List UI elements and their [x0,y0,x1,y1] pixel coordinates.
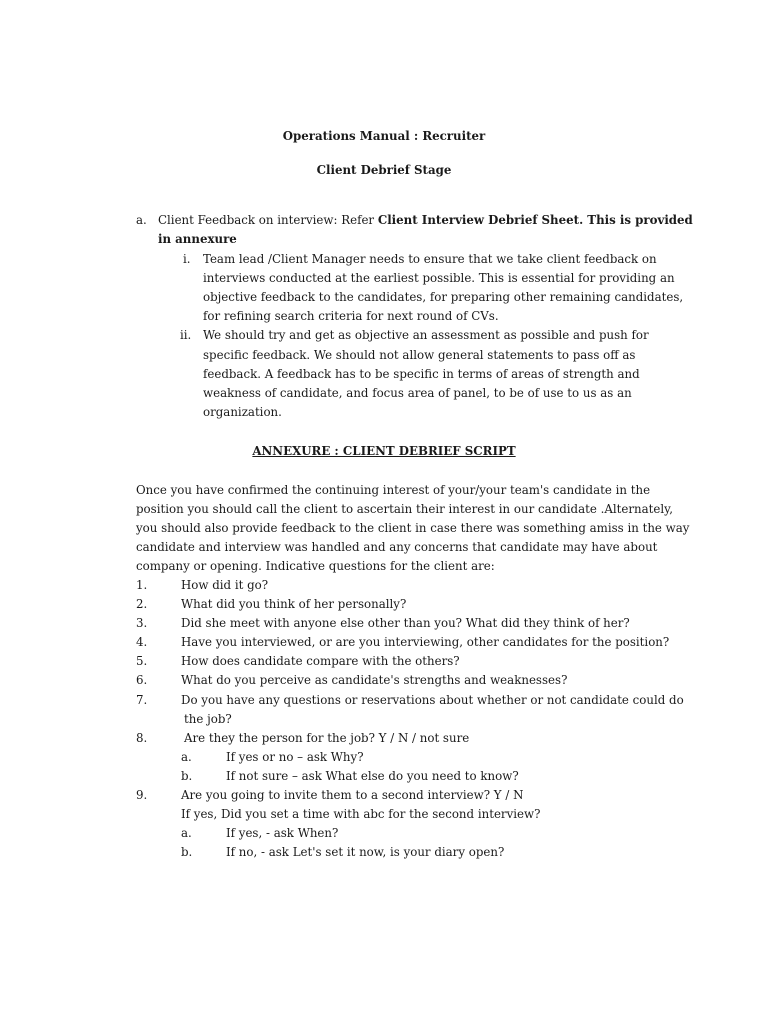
sub-item-ii-line: weakness of candidate, and focus area of panel, to be of use to us as an [203,386,632,400]
annexure-title: ANNEXURE : CLIENT DEBRIEF SCRIPT [252,444,516,458]
intro-line: position you should call the client to ascertain their interest in our candidate .Alternately, [136,502,673,516]
section-a-prefix: Client Feedback on interview: Refer [158,213,378,227]
sub-item-i-marker: i. [183,252,191,266]
sub-item-ii-line: organization. [203,405,282,419]
sub-option-letter: a. [181,826,192,840]
question-text-continued: If yes, Did you set a time with abc for the second interview? [181,807,541,821]
document-title: Operations Manual : Recruiter [282,129,486,143]
section-a-line-1 [158,211,693,230]
section-a-marker: a. [136,213,147,227]
question-number: 9. [136,788,148,802]
question-text-continued: the job? [184,712,232,726]
question-text: Are you going to invite them to a second interview? Y / N [181,788,524,802]
section-a-line-2: in annexure [158,232,237,246]
intro-line: candidate and interview was handled and any concerns that candidate may have about [136,540,658,554]
question-number: 2. [136,597,148,611]
sub-item-ii-line: feedback. A feedback has to be specific in terms of areas of strength and [203,367,640,381]
sub-option-text: If no, - ask Let's set it now, is your diary open? [226,845,505,859]
question-number: 7. [136,693,148,707]
sub-option-letter: a. [181,750,192,764]
question-number: 1. [136,578,148,592]
section-a-bold-ref: Client Interview Debrief Sheet. This is provided [377,213,693,227]
sub-item-i-line: Team lead /Client Manager needs to ensure that we take client feedback on [203,252,657,266]
sub-option-letter: b. [181,845,193,859]
sub-item-ii-line: specific feedback. We should not allow general statements to pass off as [203,348,636,362]
sub-option-letter: b. [181,769,193,783]
sub-option-text: If yes, - ask When? [226,826,339,840]
question-number: 4. [136,635,148,649]
question-text: What did you think of her personally? [181,597,407,611]
question-number: 6. [136,673,148,687]
sub-item-i-line: for refining search criteria for next round of CVs. [203,309,499,323]
sub-item-i-line: objective feedback to the candidates, for preparing other remaining candidates, [203,290,684,304]
question-number: 8. [136,731,148,745]
question-text: Have you interviewed, or are you interviewing, other candidates for the position? [181,635,670,649]
sub-option-text: If not sure – ask What else do you need to know? [226,769,519,783]
question-text: What do you perceive as candidate's strengths and weaknesses? [181,673,568,687]
sub-item-ii-marker: ii. [180,328,192,342]
sub-item-ii-line: We should try and get as objective an assessment as possible and push for [203,328,649,342]
intro-line: Once you have confirmed the continuing interest of your/your team's candidate in the [136,483,651,497]
question-text: Did she meet with anyone else other than you? What did they think of her? [181,616,630,630]
question-text: How did it go? [181,578,269,592]
question-number: 5. [136,654,148,668]
question-text: Are they the person for the job? Y / N / not sure [184,731,470,745]
intro-line: company or opening. Indicative questions for the client are: [136,559,495,573]
document-subtitle: Client Debrief Stage [316,163,452,177]
sub-option-text: If yes or no – ask Why? [226,750,364,764]
question-number: 3. [136,616,148,630]
question-text: How does candidate compare with the others? [181,654,460,668]
sub-item-i-line: interviews conducted at the earliest possible. This is essential for providing an [203,271,675,285]
question-text: Do you have any questions or reservations about whether or not candidate could do [181,693,684,707]
intro-line: you should also provide feedback to the client in case there was something amiss in the way [136,521,690,535]
